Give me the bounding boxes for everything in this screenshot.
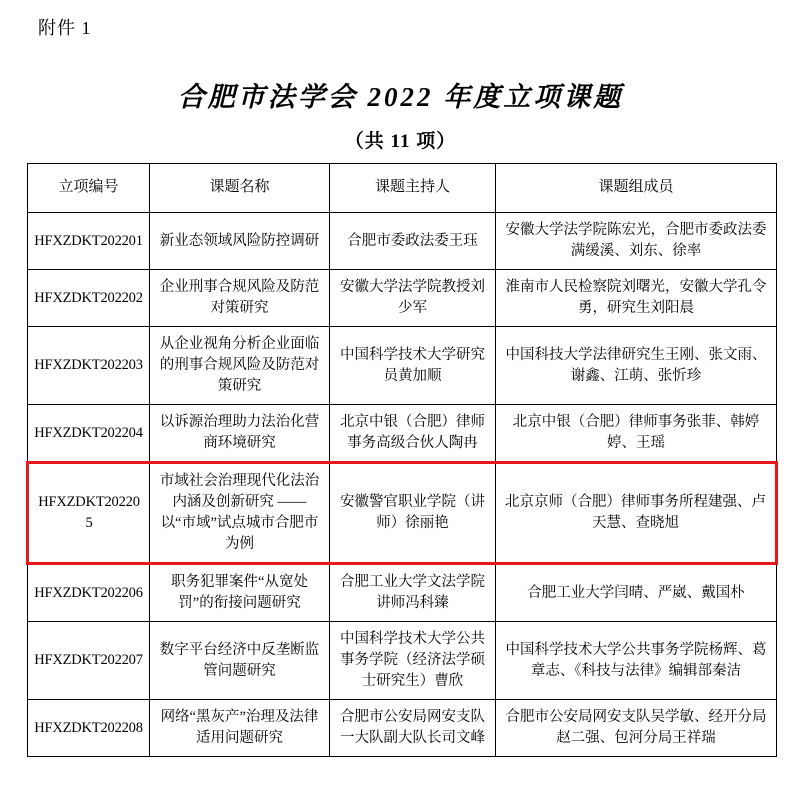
column-header-name: 课题名称 <box>150 164 330 213</box>
cell-name: 市域社会治理现代化法治内涵及创新研究 ——以“市域”试点城市合肥市为例 <box>150 463 330 564</box>
cell-code: HFXZDKT202205 <box>28 463 150 564</box>
cell-name: 数字平台经济中反垄断监管问题研究 <box>150 622 330 700</box>
page-subtitle: （共 11 项） <box>344 131 457 152</box>
cell-leader: 合肥市公安局网安支队一大队副大队长司文峰 <box>330 700 496 757</box>
cell-members: 合肥市公安局网安支队吴学敏、经开分局赵二强、包河分局王祥瑞 <box>496 700 777 757</box>
cell-leader: 北京中银（合肥）律师事务高级合伙人陶冉 <box>330 405 496 463</box>
cell-code: HFXZDKT202203 <box>28 327 150 405</box>
cell-name: 以诉源治理助力法治化营商环境研究 <box>150 405 330 463</box>
cell-code: HFXZDKT202206 <box>28 564 150 622</box>
table-row <box>28 213 777 270</box>
table-row <box>28 564 777 622</box>
cell-code: HFXZDKT202202 <box>28 270 150 327</box>
table-row <box>28 270 777 327</box>
cell-name: 职务犯罪案件“从宽处罚”的衔接问题研究 <box>150 564 330 622</box>
cell-leader: 安徽警官职业学院（讲师）徐丽艳 <box>330 463 496 564</box>
cell-members: 中国科学技术大学公共事务学院杨辉、葛章志、《科技与法律》编辑部秦洁 <box>496 622 777 700</box>
cell-leader: 中国科学技术大学研究员黄加顺 <box>330 327 496 405</box>
cell-leader: 安徽大学法学院教授刘少军 <box>330 270 496 327</box>
page-title: 合肥市法学会 2022 年度立项课题 <box>177 82 624 112</box>
cell-code: HFXZDKT202201 <box>28 213 150 270</box>
attachment-label: 附件 1 <box>38 18 92 38</box>
cell-name: 企业刑事合规风险及防范对策研究 <box>150 270 330 327</box>
table-row-highlighted <box>28 463 777 564</box>
project-table <box>26 163 778 757</box>
table-row <box>28 700 777 757</box>
cell-leader: 合肥工业大学文法学院讲师冯科臻 <box>330 564 496 622</box>
column-header-code: 立项编号 <box>28 164 150 213</box>
cell-members: 合肥工业大学闫晴、严崴、戴国朴 <box>496 564 777 622</box>
cell-members: 安徽大学法学院陈宏光，合肥市委政法委满缓溪、刘东、徐率 <box>496 213 777 270</box>
cell-code: HFXZDKT202204 <box>28 405 150 463</box>
cell-leader: 中国科学技术大学公共事务学院（经济法学硕士研究生）曹欣 <box>330 622 496 700</box>
column-header-leader: 课题主持人 <box>330 164 496 213</box>
cell-members: 中国科技大学法律研究生王刚、张文雨、谢鑫、江萌、张忻珍 <box>496 327 777 405</box>
table-header-row <box>28 164 777 213</box>
table-row <box>28 405 777 463</box>
cell-members: 北京京师（合肥）律师事务所程建强、卢天慧、查晓旭 <box>496 463 777 564</box>
cell-code: HFXZDKT202207 <box>28 622 150 700</box>
table-row <box>28 327 777 405</box>
cell-members: 北京中银（合肥）律师事务张菲、韩婷婷、王瑶 <box>496 405 777 463</box>
cell-leader: 合肥市委政法委王珏 <box>330 213 496 270</box>
column-header-members: 课题组成员 <box>496 164 777 213</box>
cell-name: 新业态领域风险防控调研 <box>150 213 330 270</box>
cell-name: 从企业视角分析企业面临的刑事合规风险及防范对策研究 <box>150 327 330 405</box>
cell-name: 网络“黑灰产”治理及法律适用问题研究 <box>150 700 330 757</box>
cell-members: 淮南市人民检察院刘曙光，安徽大学孔令勇，研究生刘阳晨 <box>496 270 777 327</box>
cell-code: HFXZDKT202208 <box>28 700 150 757</box>
table-row <box>28 622 777 700</box>
